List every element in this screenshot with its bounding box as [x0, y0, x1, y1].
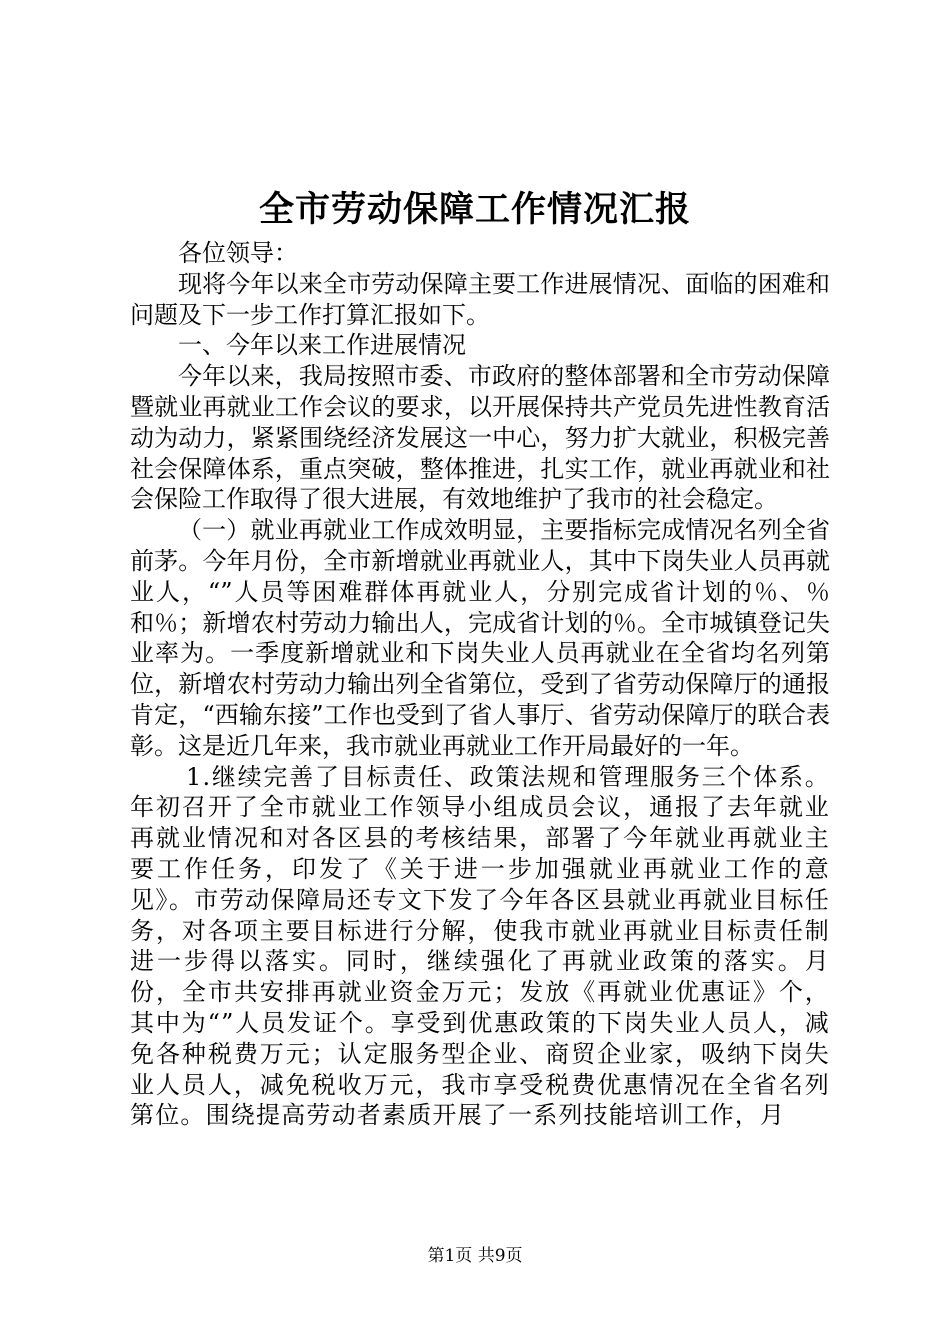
item-1-paragraph: 1.继续完善了目标责任、政策法规和管理服务三个体系。年初召开了全市就业工作领导小组成员会议，通报了去年就业再就业情况和对各区县的考核结果，部署了今年就业再就业主要工作任务，印发了《关于进一步加强就业再就业工作的意见》。市劳动保障局还专文下发了今年各区县就业再就业目标任务，对各项主要目标进行分解，使我市就业再就业目标责任制进一步得以落实。同时，继续强化了再就业政策的落实。月份，全市共安排再就业资金万元；发放《再就业优惠证》个，其中为“”人员发证个。享受到优惠政策的下岗失业人员人，减免各种税费万元；认定服务型企业、商贸企业家，吸纳下岗失业人员人，减免税收万元，我市享受税费优惠情况在全省名列第位。围绕提高劳动者素质开展了一系列技能培训工作，月: [130, 762, 830, 1130]
salutation: 各位领导：: [178, 239, 298, 267]
document-title: 全市劳动保障工作情况汇报: [258, 189, 691, 230]
intro-paragraph: 现将今年以来全市劳动保障主要工作进展情况、面临的困难和问题及下一步工作打算汇报如下。: [130, 269, 830, 329]
document-body: [130, 238, 830, 1131]
page-number: 第1页 共9页: [427, 1246, 523, 1266]
section-heading: 一、今年以来工作进展情况: [178, 331, 466, 360]
overview-paragraph: 今年以来，我局按照市委、市政府的整体部署和全市劳动保障暨就业再就业工作会议的要求，以开展保持共产党员先进性教育活动为动力，紧紧围绕经济发展这一中心，努力扩大就业，积极完善社会保障体系，重点突破，整体推进，扎实工作，就业再就业和社会保险工作取得了很大进展，有效地维护了我市的社会稳定。: [130, 362, 830, 514]
subsection-employment-paragraph: （一）就业再就业工作成效明显，主要指标完成情况名列全省前茅。今年月份，全市新增就业再就业人，其中下岗失业人员再就业人，“”人员等困难群体再就业人，分别完成省计划的％、％和％；新增农村劳动力输出人，完成省计划的％。全市城镇登记失业率为。一季度新增就业和下岗失业人员再就业在全省均名列第位，新增农村劳动力输出列全省第位，受到了省劳动保障厅的通报肯定，“西输东接”工作也受到了省人事厅、省劳动保障厅的联合表彰。这是近几年来，我市就业再就业工作开局最好的一年。: [130, 516, 830, 760]
